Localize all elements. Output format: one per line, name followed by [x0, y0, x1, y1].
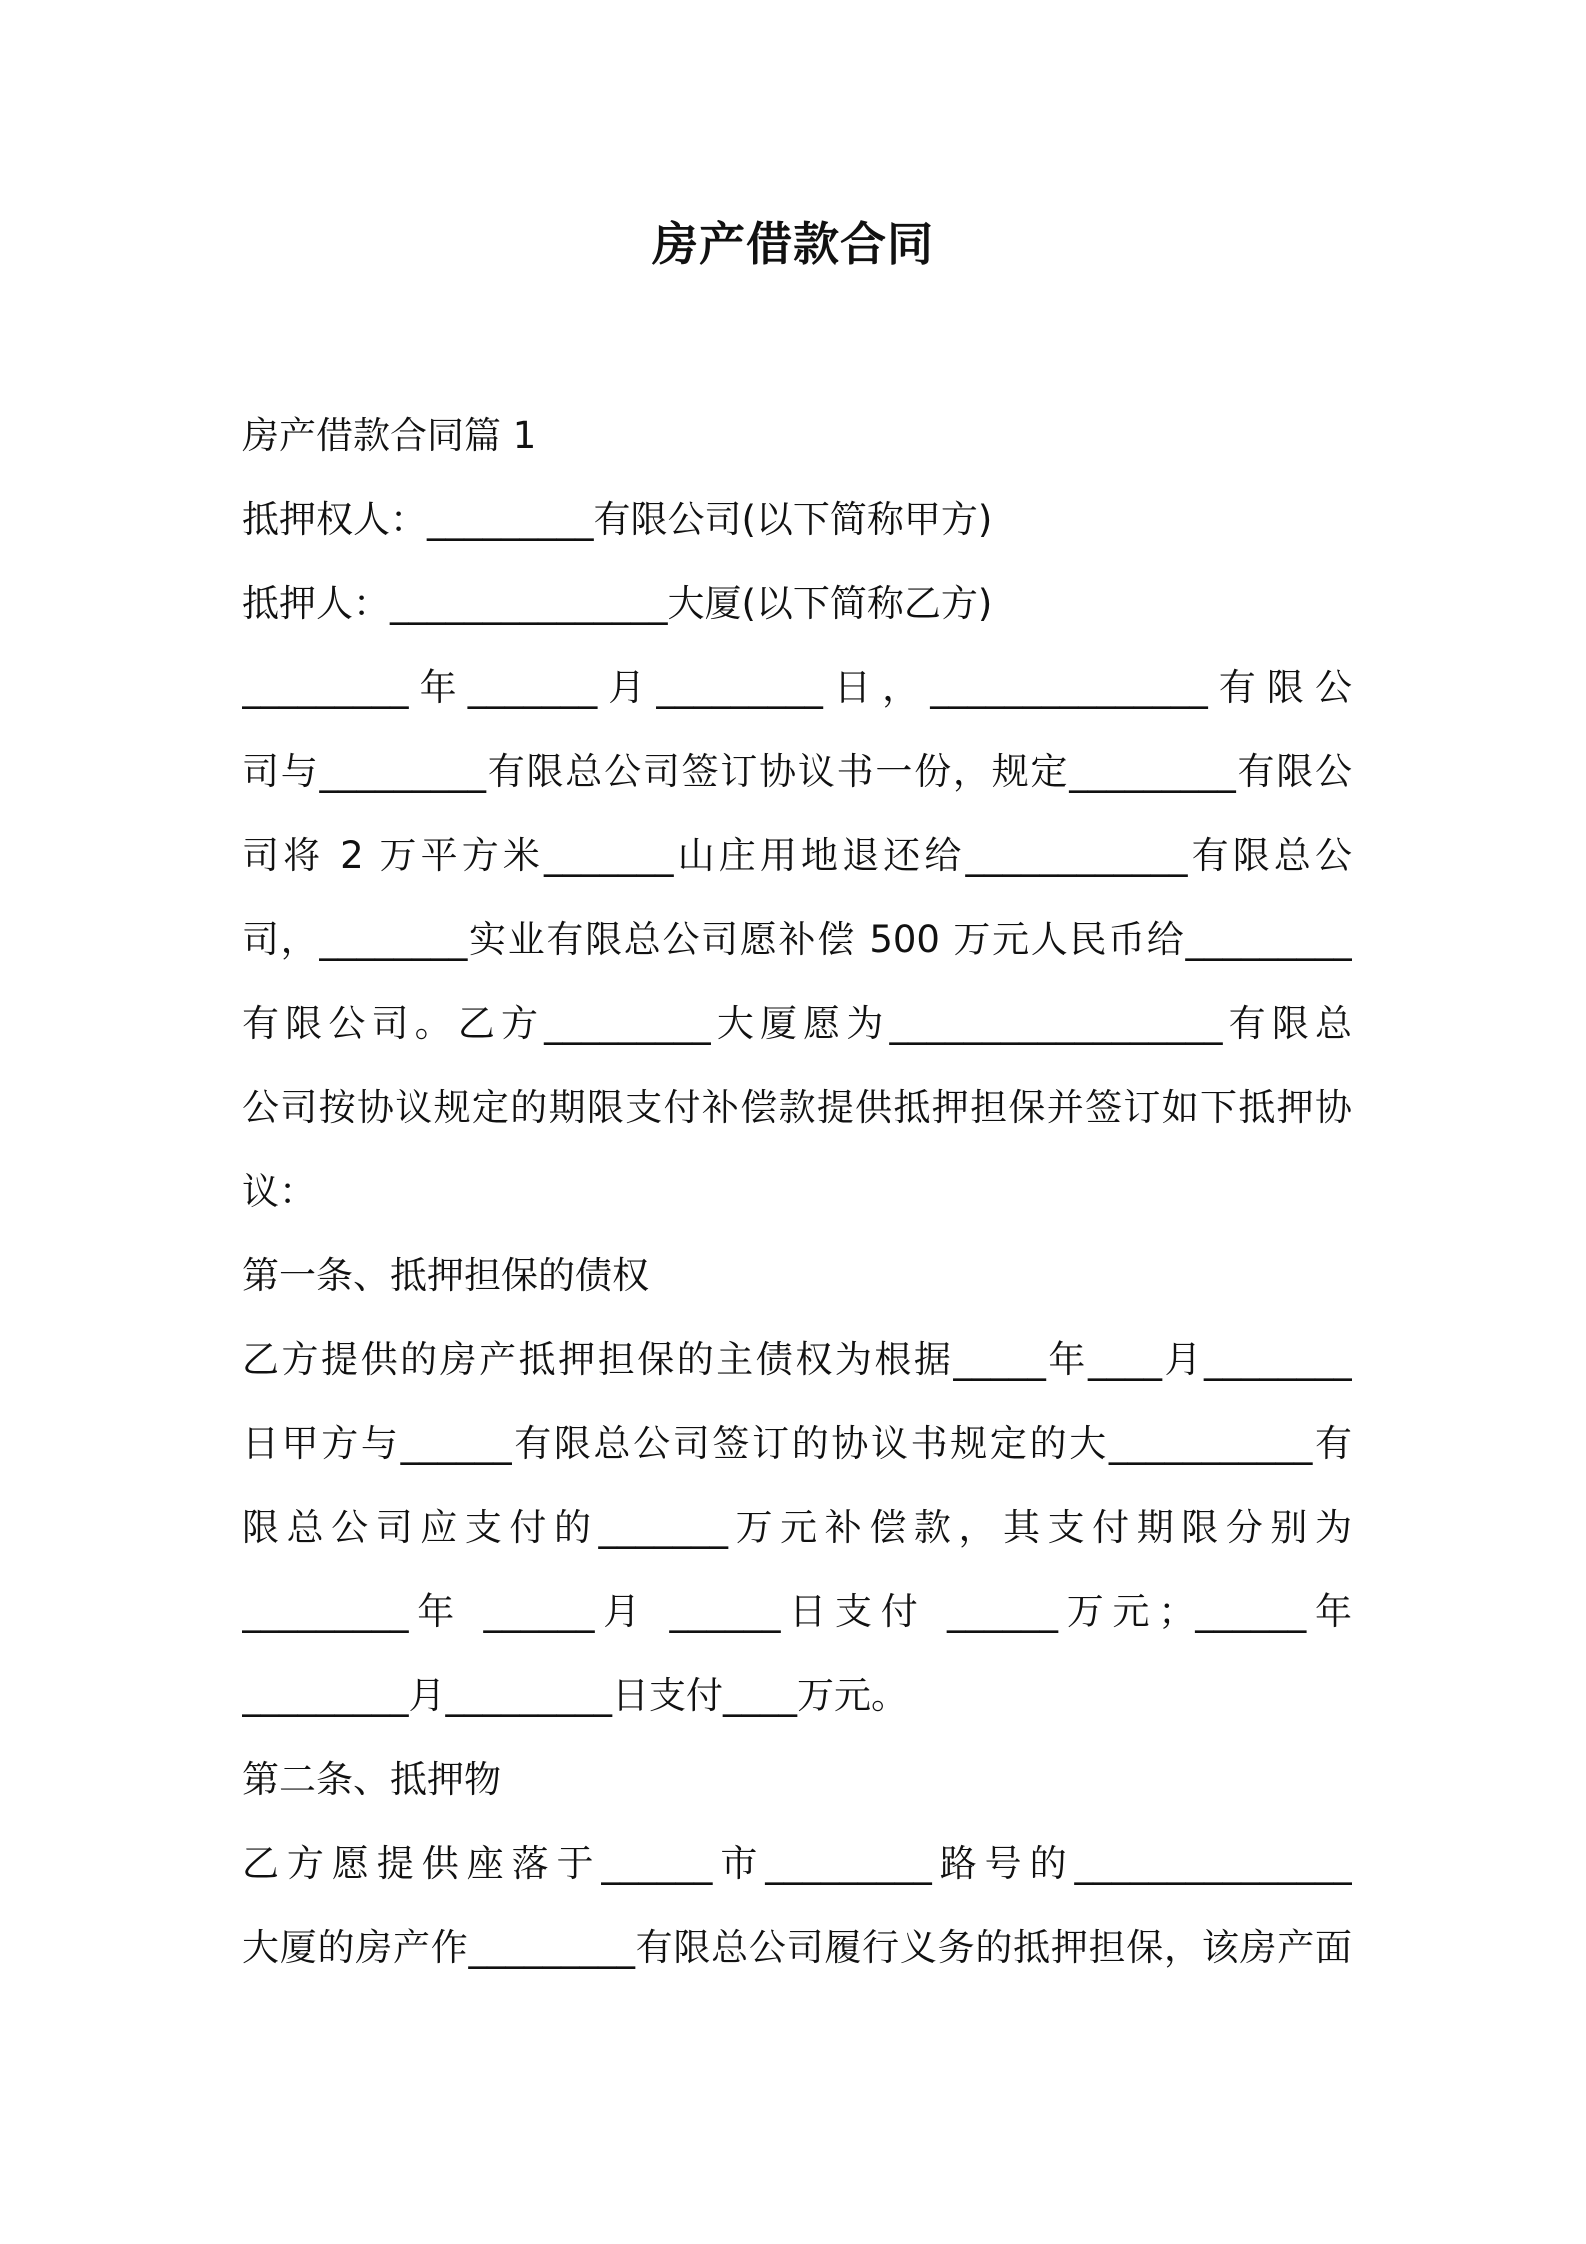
body-line: 日甲方与______有限总公司签订的协议书规定的大___________有: [242, 1422, 1352, 1465]
body-line: 乙方提供的房产抵押担保的主债权为根据_____年____月________: [242, 1338, 1352, 1381]
mortgagor-line: 抵押人：_______________大厦(以下简称乙方): [242, 582, 993, 625]
document-title: 房产借款合同: [652, 217, 934, 271]
section-heading: 房产借款合同篇 1: [242, 414, 537, 457]
body-line: 司，________实业有限总公司愿补偿 500 万元人民币给_________: [242, 918, 1352, 961]
mortgagee-line: 抵押权人：_________有限公司(以下简称甲方): [242, 498, 993, 541]
body-line: _________月_________日支付____万元。: [242, 1674, 908, 1717]
body-line: 司与_________有限总公司签订协议书一份，规定_________有限公: [242, 750, 1352, 793]
body-line: 有限公司。乙方_________大厦愿为__________________有限总: [242, 1002, 1352, 1045]
article-heading-1: 第一条、抵押担保的债权: [242, 1254, 649, 1297]
body-line: 乙方愿提供座落于______市_________路号的_______________: [242, 1842, 1352, 1885]
body-line: _________年_______月_________日，_______________有限公: [242, 666, 1352, 709]
body-line: 司将 2 万平方米_______山庄用地退还给____________有限总公: [242, 834, 1352, 877]
body-line: _________年 ______月 ______日支付 ______万元；______年: [242, 1590, 1352, 1633]
body-line: 议：: [242, 1170, 316, 1213]
body-line: 限总公司应支付的_______万元补偿款，其支付期限分别为: [242, 1506, 1352, 1549]
article-heading-2: 第二条、抵押物: [242, 1758, 501, 1801]
body-line: 公司按协议规定的期限支付补偿款提供抵押担保并签订如下抵押协: [242, 1086, 1352, 1129]
body-line: 大厦的房产作_________有限总公司履行义务的抵押担保，该房产面: [242, 1926, 1352, 1969]
